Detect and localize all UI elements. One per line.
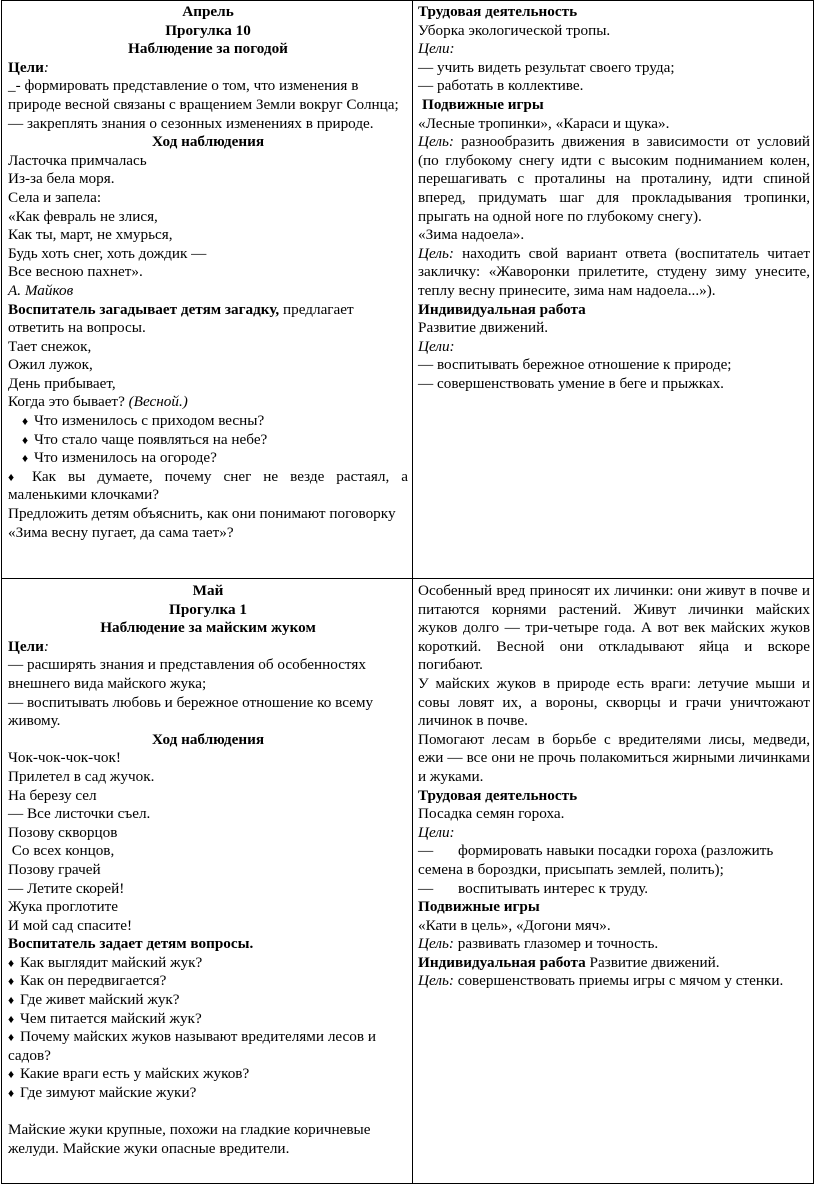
poem-line: Жука проглотите (8, 898, 119, 916)
question-item (8, 1010, 408, 1029)
poem-line: «Как февраль не злися, (8, 207, 158, 225)
poem-line: — Летите скорей! (8, 879, 125, 897)
question-text: Где зимуют майские жуки? (20, 1084, 197, 1102)
questions-intro: Воспитатель задает детям вопросы. (8, 935, 254, 953)
goals-colon: : (43, 58, 49, 76)
goal-text: развивать глазомер и точность. (453, 935, 659, 953)
month-heading: Май (192, 582, 224, 599)
may-observation-cell (8, 582, 408, 1158)
question-item (8, 954, 408, 973)
question-item (8, 412, 408, 431)
april-observation-cell (8, 3, 408, 542)
goal-label: Цель: (418, 133, 454, 151)
dash: — (418, 842, 434, 860)
individual-goal (418, 972, 810, 991)
poem-author: А. Майков (8, 281, 74, 299)
individual-heading: Индивидуальная работа (418, 300, 586, 318)
riddle-answer: (Весной.) (128, 393, 188, 411)
labor-heading: Трудовая деятельность (418, 786, 578, 804)
riddle-intro (8, 301, 408, 338)
diamond-bullet-icon: ♦ (22, 414, 29, 429)
observation-topic: Наблюдение за погодой (128, 40, 288, 58)
question-text: Как он передвигается? (20, 972, 167, 990)
riddle-intro-rest: предлагает ответить на вопросы. (8, 300, 354, 337)
question-item (8, 1084, 198, 1103)
goal-text: воспитывать интерес к труду. (458, 879, 649, 897)
question-item (8, 972, 408, 991)
poem-line: Все весною пахнет». (8, 263, 143, 281)
goal-item: — расширять знания и представления об особенностях внешнего вида майского жука; (8, 656, 366, 692)
poem-line: Как ты, март, не хмурься, (8, 226, 173, 244)
labor-goal: — учить видеть результат своего труда; (418, 58, 675, 76)
column-divider (412, 1, 413, 1183)
poem-line: — Все листочки съел. (8, 805, 151, 823)
question-text: Что изменилось с приходом весны? (34, 412, 265, 430)
question-item (8, 991, 408, 1010)
poem-line: Прилетел в сад жучок. (8, 767, 155, 785)
goal-item: — воспитывать любовь и бережное отношение ко всему живому. (8, 693, 374, 730)
may-activities-cell (418, 582, 810, 991)
games-names: «Кати в цель», «Догони мяч». (418, 916, 611, 934)
goal-label: Цель: (418, 244, 454, 262)
individual-task: Развитие движений. (585, 953, 720, 971)
goals-label-line (8, 638, 408, 657)
diamond-bullet-icon: ♦ (8, 1086, 15, 1101)
labor-task: Уборка экологической тропы. (418, 21, 611, 39)
question-item (8, 1028, 408, 1065)
question-text: Как вы думаете, почему снег не везде растаял, а маленькими клочками? (8, 467, 408, 504)
games-goal (418, 935, 810, 954)
question-text: Что стало чаще появляться на небе? (34, 430, 268, 448)
diamond-bullet-icon: ♦ (8, 469, 15, 484)
question-text: Чем питается майский жук? (20, 1009, 202, 1027)
games-heading: Подвижные игры (422, 95, 544, 113)
diamond-bullet-icon: ♦ (8, 1067, 15, 1082)
game2-name: «Зима надоела». (418, 226, 525, 244)
poem-line: Позову грачей (8, 860, 101, 878)
labor-goal (418, 880, 810, 899)
individual-task: Развитие движений. (418, 319, 549, 337)
poem-line: И мой сад спасите! (8, 916, 132, 934)
question-item (8, 468, 408, 505)
question-text: Где живет майский жук? (20, 991, 180, 1009)
poem-line: Со всех концов, (8, 842, 115, 860)
closing-task: Предложить детям объяснить, как они понимают поговорку «Зима весну пугает, да сама тает»? (8, 505, 396, 541)
goal-text: разнообразить движения в зависимости от условий (по глубокому снегу идти с высоким подниманием колен, перешагивать с проталины на проталину, идти спиной вперед, придумать шаг для прокладывания тропинки, прыгать на одной ноге по глубокому снегу). (418, 133, 810, 225)
dash: — (418, 879, 434, 897)
goals-label-line (8, 59, 408, 78)
labor-goal: — работать в коллективе. (418, 77, 584, 95)
riddle-line: День прибывает, (8, 374, 116, 392)
walk-number: Прогулка 1 (169, 600, 247, 618)
riddle-line: Ожил лужок, (8, 356, 93, 374)
goal-label: Цель: (418, 972, 454, 990)
facts-paragraph: Особенный вред приносят их личинки: они живут в почве и питаются корнями растений. Живут личинки майских жуков долго — три-четыре года. А вот век майских жуков короткий. Весной они откладывают яйца и вскоре погибают. (418, 582, 810, 674)
labor-goals-label: Цели: (418, 823, 455, 841)
question-text: Почему майских жуков называют вредителями лесов и садов? (8, 1028, 376, 1064)
question-item (8, 1065, 408, 1084)
facts-paragraph: Помогают лесам в борьбе с вредителями лисы, медведи, ежи — все они не прочь полакомиться жирными личинками и жуками. (418, 730, 810, 785)
games-names: «Лесные тропинки», «Караси и щука». (418, 114, 670, 132)
month-heading: Апрель (182, 3, 234, 20)
game2-goal (418, 245, 810, 301)
riddle-intro-bold: Воспитатель загадывает детям загадку, (8, 300, 280, 318)
spacer (8, 1103, 408, 1122)
individual-goal: — совершенствовать умение в беге и прыжках. (418, 374, 724, 392)
goal-text: совершенствовать приемы игры с мячом у стенки. (453, 972, 784, 990)
labor-goals-label: Цели: (418, 40, 455, 58)
diamond-bullet-icon: ♦ (22, 451, 29, 466)
goal-text: формировать навыки посадки гороха (разложить семена в бороздки, присыпать землей, полить); (418, 842, 774, 878)
goals-colon: : (43, 637, 49, 655)
course-heading: Ход наблюдения (151, 133, 265, 151)
labor-goal (418, 842, 810, 879)
games-heading: Подвижные игры (418, 898, 540, 916)
poem-line: Ласточка примчалась (8, 151, 147, 169)
question-text: Как выглядит майский жук? (20, 953, 203, 971)
diamond-bullet-icon: ♦ (8, 993, 15, 1008)
riddle-line: Когда это бывает? (8, 393, 129, 411)
facts-paragraph: Майские жуки крупные, похожи на гладкие коричневые желуди. Майские жуки опасные вредители. (8, 1121, 371, 1157)
diamond-bullet-icon: ♦ (8, 1011, 15, 1026)
individual-goals-label: Цели: (418, 337, 455, 355)
goal-text: находить свой вариант ответа (воспитатель читает закличку: «Жаворонки прилетите, студену зиму унесите, теплу весну принесите, зима нам надоела...»). (418, 244, 810, 299)
labor-heading: Трудовая деятельность (418, 3, 578, 20)
question-text: Какие враги есть у майских жуков? (20, 1065, 250, 1083)
facts-paragraph: У майских жуков в природе есть враги: летучие мыши и совы ловят их, а вороны, скворцы и грачи уничтожают личинок в почве. (418, 674, 810, 730)
diamond-bullet-icon: ♦ (8, 974, 15, 989)
question-text: Что изменилось на огороде? (34, 449, 217, 467)
goals-text: _- формировать представление о том, что изменения в природе весной связаны с вращением Земли вокруг Солнца; — закреплять знания о сезонных изменениях в природе. (8, 77, 399, 132)
course-heading: Ход наблюдения (151, 730, 265, 748)
diamond-bullet-icon: ♦ (8, 955, 15, 970)
poem-line: Из-за бела моря. (8, 170, 115, 188)
april-activities-cell (418, 3, 810, 393)
games-goal (418, 133, 810, 226)
question-item (8, 449, 408, 468)
question-item (8, 431, 408, 450)
poem-line: Позову скворцов (8, 823, 118, 841)
walk-number: Прогулка 10 (165, 21, 251, 39)
diamond-bullet-icon: ♦ (22, 432, 29, 447)
goal-label: Цель: (418, 935, 454, 953)
individual-heading: Индивидуальная работа (418, 953, 586, 971)
row-divider (2, 578, 813, 579)
poem-line: Села и запела: (8, 188, 102, 206)
riddle-line: Тает снежок, (8, 337, 92, 355)
poem-line: Будь хоть снег, хоть дождик — (8, 244, 207, 262)
labor-task: Посадка семян гороха. (418, 805, 565, 823)
poem-line: Чок-чок-чок-чок! (8, 749, 121, 767)
individual-line (418, 954, 810, 973)
goals-label: Цели (8, 637, 44, 655)
individual-goal: — воспитывать бережное отношение к природе; (418, 356, 732, 374)
diamond-bullet-icon: ♦ (8, 1030, 15, 1045)
riddle-last-line (8, 393, 408, 412)
observation-topic: Наблюдение за майским жуком (100, 619, 316, 637)
goals-label: Цели (8, 58, 44, 76)
poem-line: На березу сел (8, 786, 97, 804)
lesson-plan-table (1, 0, 814, 1184)
